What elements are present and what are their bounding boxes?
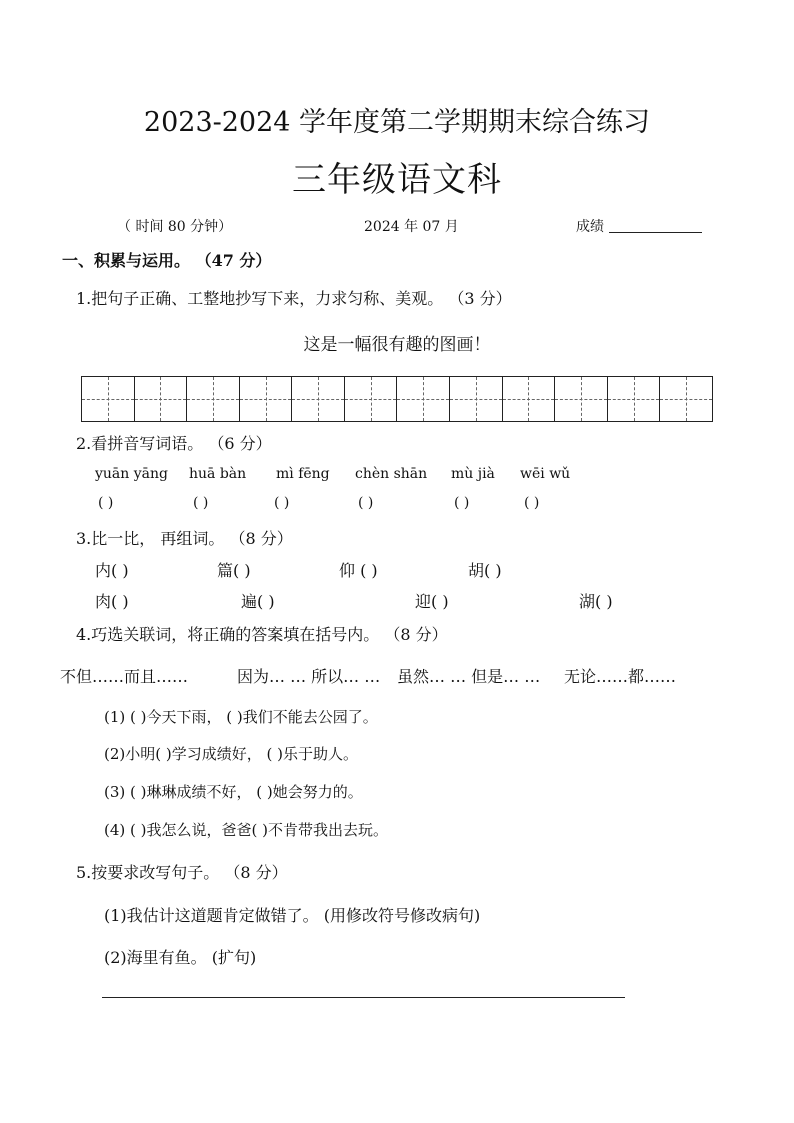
- compare-word[interactable]: 遍( ): [241, 592, 275, 611]
- compare-word[interactable]: 湖( ): [579, 592, 613, 611]
- answer-bracket[interactable]: ( ): [193, 495, 209, 511]
- pinyin-6: wēi wǔ: [520, 466, 571, 482]
- subject-title: 三年级语文科: [292, 160, 502, 200]
- conjunction-option: 虽然… … 但是… …: [397, 667, 541, 686]
- answer-bracket[interactable]: ( ): [274, 495, 290, 511]
- fill-item-2[interactable]: (2)小明( )学习成绩好， ( )乐于助人。: [104, 745, 358, 763]
- compare-word[interactable]: 肉( ): [95, 592, 129, 611]
- score-blank[interactable]: [609, 232, 702, 233]
- compare-word[interactable]: 仰 ( ): [339, 561, 378, 580]
- answer-bracket[interactable]: ( ): [524, 495, 540, 511]
- fill-item-4[interactable]: (4) ( )我怎么说，爸爸( )不肯带我出去玩。: [104, 821, 388, 839]
- section-heading: 一、积累与运用。 （47 分）: [62, 251, 272, 270]
- compare-word[interactable]: 胡( ): [468, 561, 502, 580]
- pinyin-1: yuān yāng: [95, 466, 168, 482]
- exam-title: 2023-2024 学年度第二学期期末综合练习: [143, 107, 651, 138]
- compare-word[interactable]: 内( ): [95, 561, 129, 580]
- writing-grid[interactable]: [81, 376, 713, 422]
- pinyin-4: chèn shān: [355, 466, 428, 482]
- conjunction-option: 因为… … 所以… …: [237, 667, 381, 686]
- rewrite-item-1: (1)我估计这道题肯定做错了。 (用修改符号修改病句): [104, 906, 481, 925]
- exam-time: （ 时间 80 分钟）: [117, 219, 233, 235]
- pinyin-3: mì fēng: [276, 466, 330, 482]
- compare-word[interactable]: 迎( ): [415, 592, 449, 611]
- question-5-prompt: 5.按要求改写句子。 （8 分）: [76, 863, 288, 882]
- score-label: 成绩: [576, 219, 604, 235]
- exam-date: 2024 年 07 月: [364, 219, 459, 235]
- conjunction-option: 不但……而且……: [60, 667, 189, 686]
- answer-line[interactable]: [102, 997, 625, 998]
- conjunction-option: 无论……都……: [564, 667, 677, 686]
- fill-item-1[interactable]: (1) ( )今天下雨， ( )我们不能去公园了。: [104, 708, 378, 726]
- copy-sentence: 这是一幅很有趣的图画！: [303, 335, 491, 355]
- question-3-prompt: 3.比一比， 再组词。 （8 分）: [76, 529, 293, 548]
- pinyin-2: huā bàn: [189, 466, 247, 482]
- fill-item-3[interactable]: (3) ( )琳琳成绩不好， ( )她会努力的。: [104, 783, 363, 801]
- answer-bracket[interactable]: ( ): [358, 495, 374, 511]
- answer-bracket[interactable]: ( ): [98, 495, 114, 511]
- answer-bracket[interactable]: ( ): [454, 495, 470, 511]
- question-1-prompt: 1.把句子正确、工整地抄写下来，力求匀称、美观。 （3 分）: [76, 289, 512, 308]
- compare-word[interactable]: 篇( ): [217, 561, 251, 580]
- rewrite-item-2: (2)海里有鱼。 (扩句): [104, 948, 257, 967]
- question-2-prompt: 2.看拼音写词语。 （6 分）: [76, 434, 272, 453]
- question-4-prompt: 4.巧选关联词，将正确的答案填在括号内。 （8 分）: [76, 625, 448, 644]
- pinyin-5: mù jià: [451, 466, 495, 482]
